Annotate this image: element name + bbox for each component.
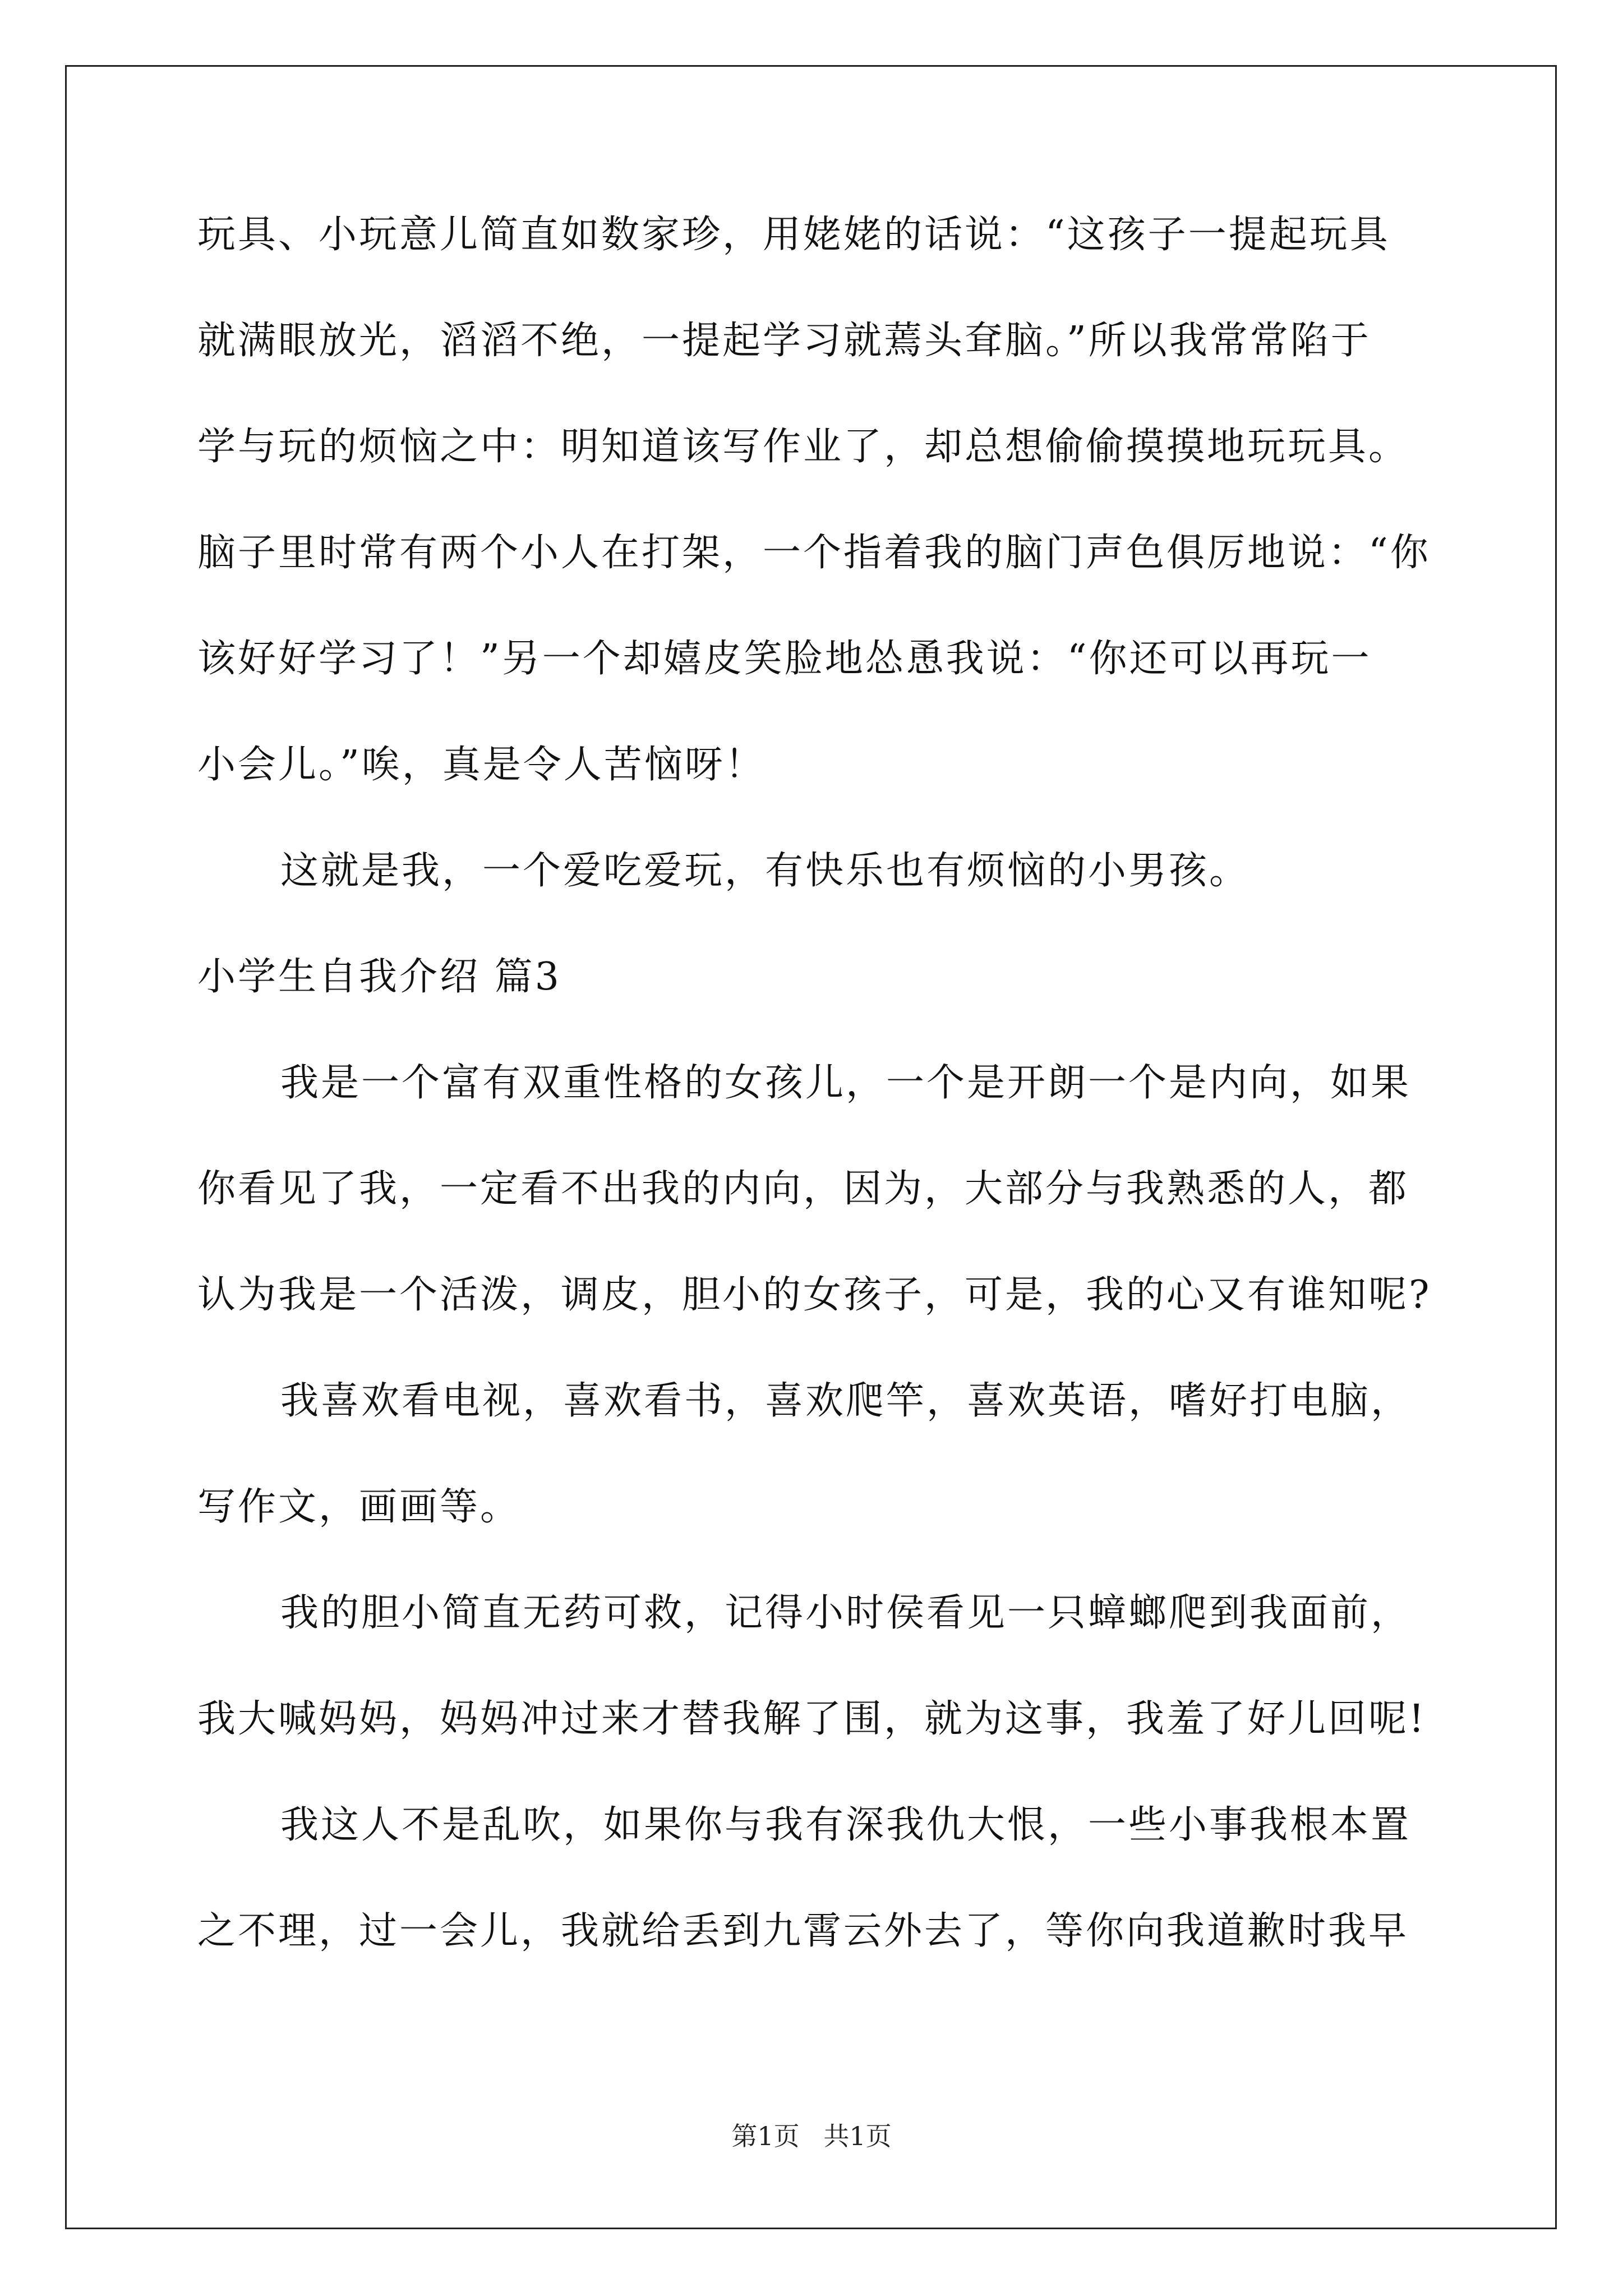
paragraph-start-line: 我喜欢看电视，喜欢看书，喜欢爬竿，喜欢英语，嗜好打电脑，	[280, 1379, 1412, 1423]
text-line: 就满眼放光，滔滔不绝，一提起学习就蔫头耷脑。”所以我常常陷于	[197, 319, 1371, 363]
text-line: 学与玩的烦恼之中：明知道该写作业了，却总想偷偷摸摸地玩玩具。	[197, 425, 1409, 469]
page-number: 第1页	[731, 2121, 800, 2151]
text-line: 认为我是一个活泼，调皮，胆小的女孩子，可是，我的心又有谁知呢?	[197, 1273, 1432, 1317]
paragraph-start-line: 我是一个富有双重性格的女孩儿，一个是开朗一个是内向，如果	[280, 1061, 1412, 1105]
text-line: 该好好学习了！”另一个却嬉皮笑脸地怂恿我说：“你还可以再玩一	[197, 637, 1372, 681]
text-line: 玩具、小玩意儿简直如数家珍，用姥姥的话说：“这孩子一提起玩具	[197, 213, 1390, 257]
page-total: 共1页	[823, 2121, 892, 2151]
paragraph-start-line: 这就是我，一个爱吃爱玩，有快乐也有烦恼的小男孩。	[280, 849, 1250, 893]
document-body	[197, 213, 1431, 2016]
text-line: 之不理，过一会儿，我就给丢到九霄云外去了，等你向我道歉时我早	[197, 1909, 1409, 1953]
paragraph-start-line: 我这人不是乱吹，如果你与我有深我仇大恨，一些小事我根本置	[280, 1803, 1412, 1847]
text-line: 我大喊妈妈，妈妈冲过来才替我解了围，就为这事，我羞了好儿回呢!	[197, 1697, 1427, 1741]
text-line: 写作文，画画等。	[197, 1485, 521, 1529]
text-line: 你看见了我，一定看不出我的内向，因为，大部分与我熟悉的人，都	[197, 1167, 1409, 1211]
text-line: 脑子里时常有两个小人在打架，一个指着我的脑门声色俱厉地说：“你	[197, 531, 1431, 575]
paragraph-start-line: 我的胆小简直无药可救，记得小时侯看见一只蟑螂爬到我面前，	[280, 1591, 1412, 1635]
section-heading: 小学生自我介绍 篇3	[197, 955, 561, 999]
page-footer	[0, 2120, 1623, 2152]
text-line: 小会儿。”唉，真是令人苦恼呀！	[197, 743, 766, 787]
